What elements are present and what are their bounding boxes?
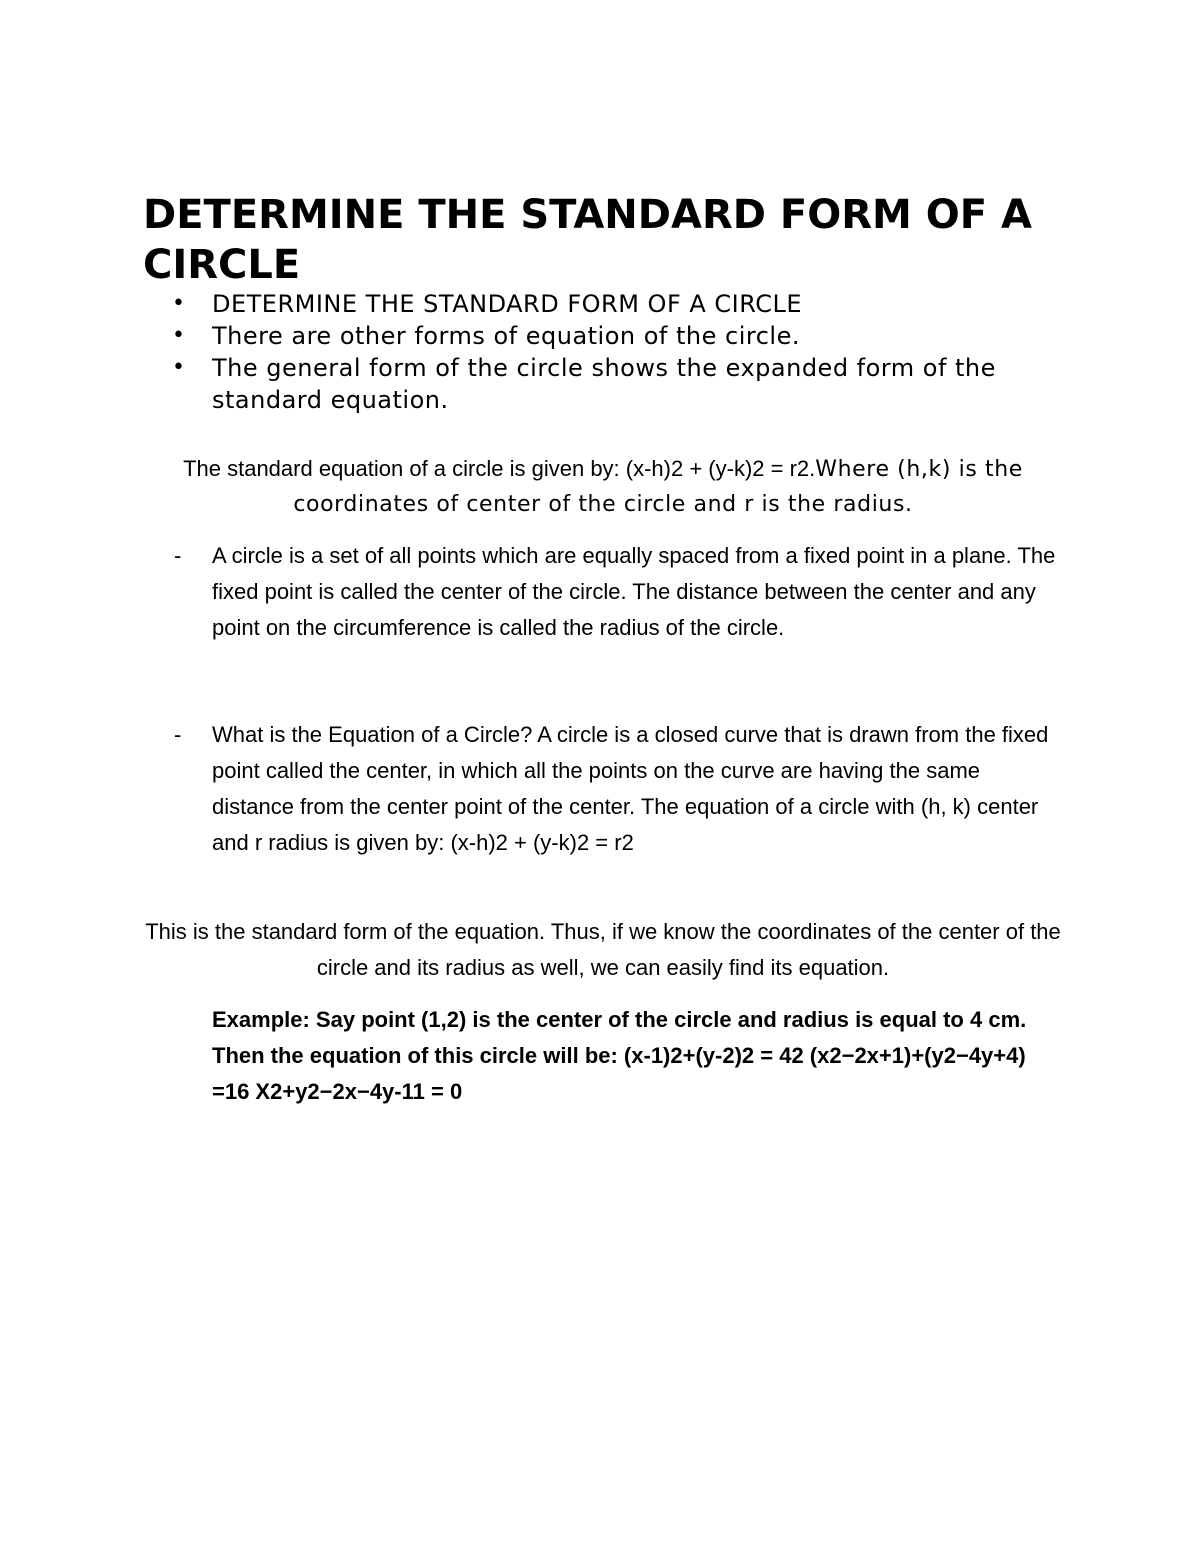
dash-icon: -: [174, 722, 182, 747]
bullet-icon: •: [172, 291, 186, 316]
dash-icon: -: [174, 543, 182, 568]
bullet-text: DETERMINE THE STANDARD FORM OF A CIRCLE: [212, 290, 803, 318]
document-title: DETERMINE THE STANDARD FORM OF A CIRCLE: [143, 192, 1032, 288]
bullet-item: [143, 288, 1063, 320]
standard-equation-explanation: Where (h,k) is the coordinates of center of the circle and r is the radius.: [293, 457, 1023, 517]
bullet-text: The general form of the circle shows the expanded form of the standard equation.: [212, 354, 996, 414]
dash-item: [143, 717, 1063, 861]
example-paragraph: Example: Say point (1,2) is the center of the circle and radius is equal to 4 cm. Then the equation of this circle will be: (x-1)2+(y-2)2 = 42 (x2−2x+1)+(y2−4y+4) =16 X2+y2−2x−4y-11 = 0: [212, 1007, 1027, 1104]
dash-list-definition: [143, 538, 1063, 646]
bullet-text: There are other forms of equation of the circle.: [212, 322, 800, 350]
standard-equation-text: The standard equation of a circle is given by: (x-h)2 + (y-k)2 = r2.: [183, 456, 816, 481]
dash-item-text: What is the Equation of a Circle? A circle is a closed curve that is drawn from the fixed point called the center, in which all the points on the curve are having the same distance from the center point of the center. The equation of a circle with (h, k) center and r radius is given by: (x-h)2 + (y-k)2 = r2: [212, 722, 1049, 855]
dash-list-equation: [143, 717, 1063, 861]
dash-item-text: A circle is a set of all points which are equally spaced from a fixed point in a plane. The fixed point is called the center of the circle. The distance between the center and any point on the circumference is called the radius of the circle.: [212, 543, 1056, 640]
bullet-item: [143, 320, 1063, 352]
bullet-icon: •: [172, 355, 186, 380]
bullet-item: [143, 352, 1063, 416]
dash-item: [143, 538, 1063, 646]
bullet-icon: •: [172, 323, 186, 348]
standard-equation-paragraph: [143, 452, 1063, 523]
bullet-list: [143, 288, 1063, 416]
summary-paragraph: This is the standard form of the equation. Thus, if we know the coordinates of the center of the circle and its radius as well, we can easily find its equation.: [145, 919, 1061, 980]
